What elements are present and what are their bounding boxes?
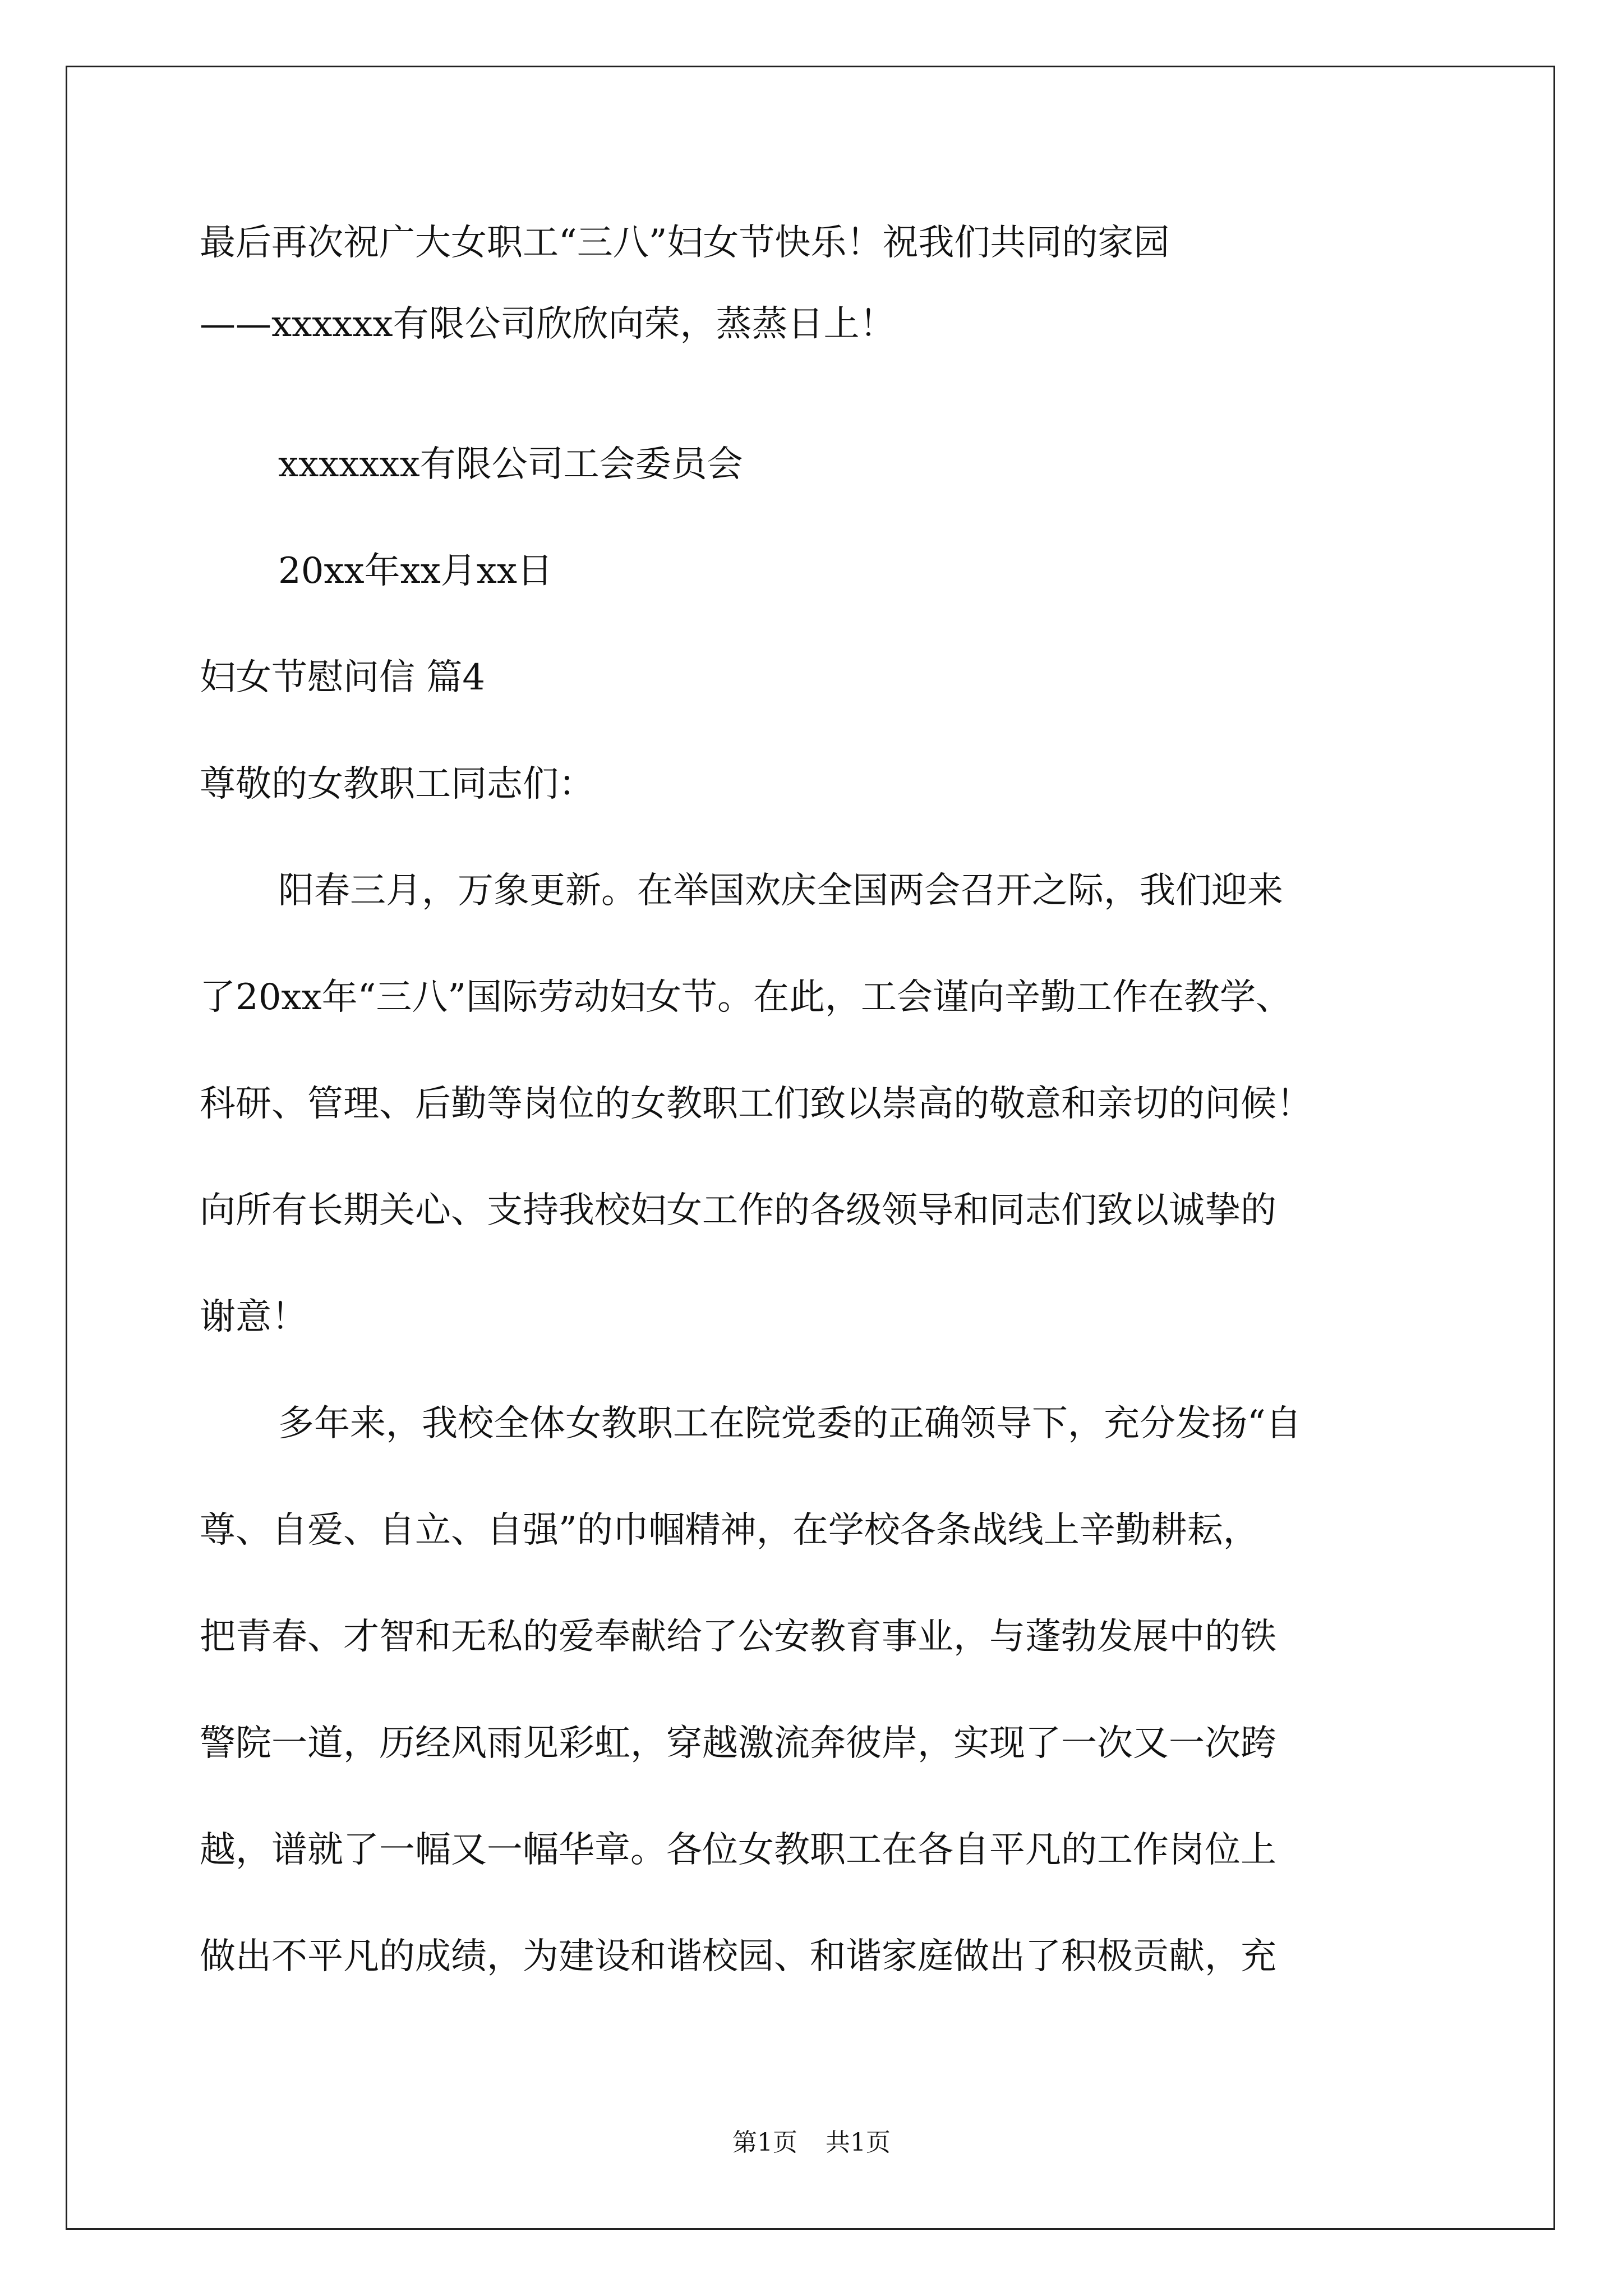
paragraph-line: ——xxxxxx有限公司欣欣向荣，蒸蒸日上！ [200, 303, 896, 345]
paragraph-line: 阳春三月，万象更新。在举国欢庆全国两会召开之际，我们迎来 [278, 870, 1283, 912]
section-heading: 妇女节慰问信 篇4 [200, 657, 486, 698]
signature-organization: xxxxxxx有限公司工会委员会 [278, 444, 743, 485]
paragraph-line: 尊、自爱、自立、自强”的巾帼精神，在学校各条战线上辛勤耕耘， [200, 1510, 1259, 1551]
paragraph-line: 谢意！ [200, 1296, 307, 1338]
page-number-current: 第1页 [732, 2128, 797, 2157]
paragraph-line: 多年来，我校全体女教职工在院党委的正确领导下，充分发扬“自 [278, 1403, 1302, 1444]
paragraph-line: 越，谱就了一幅又一幅华章。各位女教职工在各自平凡的工作岗位上 [200, 1829, 1276, 1871]
signature-date: 20xx年xx月xx日 [278, 550, 553, 592]
paragraph-line: 把青春、才智和无私的爱奉献给了公安教育事业，与蓬勃发展中的铁 [200, 1616, 1276, 1658]
page-number-total: 共1页 [826, 2128, 891, 2157]
paragraph-line: 科研、管理、后勤等岗位的女教职工们致以崇高的敬意和亲切的问候！ [200, 1083, 1312, 1125]
paragraph-line: 了20xx年“三八”国际劳动妇女节。在此，工会谨向辛勤工作在教学、 [200, 977, 1292, 1018]
paragraph-line: 向所有长期关心、支持我校妇女工作的各级领导和同志们致以诚挚的 [200, 1190, 1276, 1231]
page-border [66, 66, 1555, 2230]
page-footer [0, 2126, 1623, 2160]
paragraph-line: 警院一道，历经风雨见彩虹，穿越激流奔彼岸，实现了一次又一次跨 [200, 1723, 1276, 1764]
paragraph-line: 最后再次祝广大女职工“三八”妇女节快乐！祝我们共同的家园 [200, 222, 1170, 264]
salutation: 尊敬的女教职工同志们： [200, 763, 594, 805]
paragraph-line: 做出不平凡的成绩，为建设和谐校园、和谐家庭做出了积极贡献，充 [200, 1936, 1276, 1977]
